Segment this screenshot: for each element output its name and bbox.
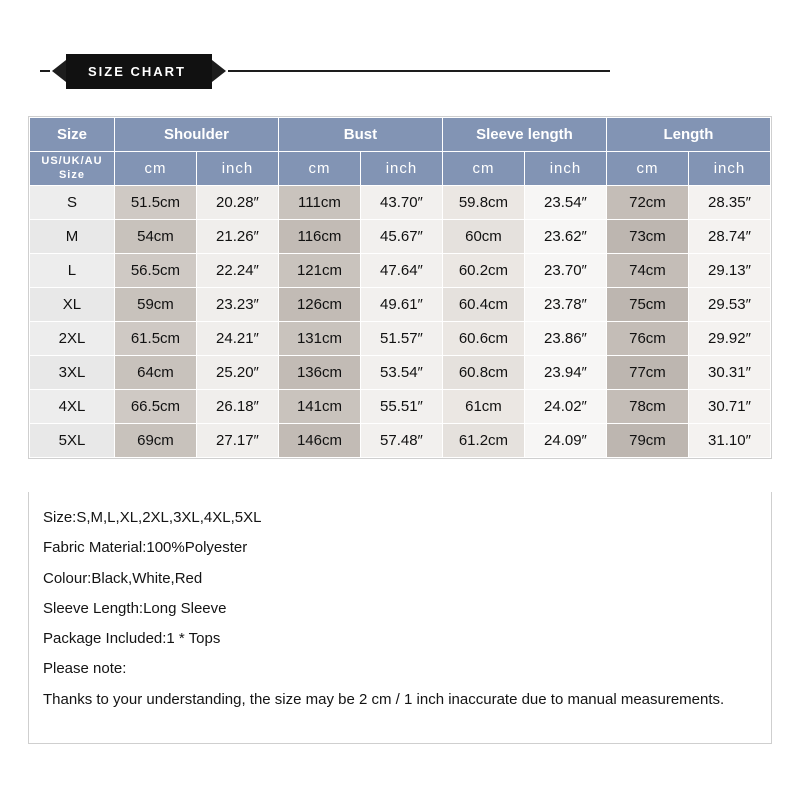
table-header-groups (30, 118, 771, 152)
cell-length-inch: 31.10″ (688, 424, 770, 458)
cell-length-cm: 72cm (606, 186, 688, 220)
table-row (30, 322, 771, 356)
table-body (30, 186, 771, 458)
cell-bust-cm: 146cm (278, 424, 360, 458)
banner-arrow-right-icon (212, 60, 226, 82)
cell-length-cm: 76cm (606, 322, 688, 356)
note-size: Size:S,M,L,XL,2XL,3XL,4XL,5XL (43, 509, 262, 526)
banner-line-left (40, 70, 50, 72)
cell-sleeve-cm: 61.2cm (442, 424, 524, 458)
cell-shoulder-cm: 66.5cm (114, 390, 196, 424)
cell-sleeve-cm: 59.8cm (442, 186, 524, 220)
cell-shoulder-inch: 20.28″ (196, 186, 278, 220)
cell-shoulder-cm: 54cm (114, 220, 196, 254)
cell-bust-cm: 121cm (278, 254, 360, 288)
cell-bust-inch: 43.70″ (360, 186, 442, 220)
header-shoulder-cm: cm (114, 152, 196, 186)
cell-length-inch: 29.92″ (688, 322, 770, 356)
cell-length-inch: 29.53″ (688, 288, 770, 322)
cell-bust-inch: 51.57″ (360, 322, 442, 356)
header-shoulder: Shoulder (114, 118, 278, 152)
table-row (30, 424, 771, 458)
cell-shoulder-cm: 64cm (114, 356, 196, 390)
cell-length-cm: 78cm (606, 390, 688, 424)
table-header-units (30, 152, 771, 186)
cell-length-inch: 30.31″ (688, 356, 770, 390)
cell-shoulder-cm: 51.5cm (114, 186, 196, 220)
banner-line-right (228, 70, 610, 72)
cell-shoulder-cm: 69cm (114, 424, 196, 458)
header-sleeve-inch: inch (524, 152, 606, 186)
table-row (30, 220, 771, 254)
cell-bust-inch: 53.54″ (360, 356, 442, 390)
cell-size: 3XL (30, 356, 115, 390)
table-row (30, 186, 771, 220)
cell-shoulder-cm: 61.5cm (114, 322, 196, 356)
table-row (30, 356, 771, 390)
size-chart-table-wrapper (28, 116, 772, 459)
note-colour: Colour:Black,White,Red (43, 569, 203, 587)
cell-bust-inch: 57.48″ (360, 424, 442, 458)
cell-length-inch: 28.74″ (688, 220, 770, 254)
cell-length-inch: 29.13″ (688, 254, 770, 288)
cell-shoulder-inch: 22.24″ (196, 254, 278, 288)
cell-shoulder-inch: 26.18″ (196, 390, 278, 424)
page-title: SIZE CHART (66, 54, 212, 89)
cell-sleeve-cm: 60.2cm (442, 254, 524, 288)
header-bust: Bust (278, 118, 442, 152)
cell-bust-cm: 126cm (278, 288, 360, 322)
table-row (30, 254, 771, 288)
cell-sleeve-inch: 23.54″ (524, 186, 606, 220)
cell-sleeve-cm: 60.4cm (442, 288, 524, 322)
cell-shoulder-inch: 23.23″ (196, 288, 278, 322)
cell-shoulder-inch: 24.21″ (196, 322, 278, 356)
size-chart-table (29, 117, 771, 458)
header-bust-cm: cm (278, 152, 360, 186)
header-sleeve-length: Sleeve length (442, 118, 606, 152)
cell-size: XL (30, 288, 115, 322)
table-row (30, 390, 771, 424)
note-sleeve-length: Sleeve Length:Long Sleeve (43, 599, 227, 617)
cell-length-cm: 73cm (606, 220, 688, 254)
table-row (30, 288, 771, 322)
cell-length-cm: 75cm (606, 288, 688, 322)
cell-sleeve-cm: 60.8cm (442, 356, 524, 390)
cell-shoulder-inch: 21.26″ (196, 220, 278, 254)
cell-bust-inch: 55.51″ (360, 390, 442, 424)
cell-sleeve-cm: 60cm (442, 220, 524, 254)
header-length: Length (606, 118, 770, 152)
cell-sleeve-cm: 61cm (442, 390, 524, 424)
cell-size: S (30, 186, 115, 220)
cell-length-inch: 28.35″ (688, 186, 770, 220)
cell-size: 4XL (30, 390, 115, 424)
note-please-note: Please note: (43, 660, 127, 678)
cell-size: 5XL (30, 424, 115, 458)
cell-shoulder-inch: 25.20″ (196, 356, 278, 390)
cell-bust-inch: 47.64″ (360, 254, 442, 288)
cell-sleeve-inch: 23.70″ (524, 254, 606, 288)
header-length-inch: inch (688, 152, 770, 186)
cell-sleeve-inch: 23.86″ (524, 322, 606, 356)
header-bust-inch: inch (360, 152, 442, 186)
cell-sleeve-inch: 24.02″ (524, 390, 606, 424)
cell-sleeve-cm: 60.6cm (442, 322, 524, 356)
cell-length-cm: 74cm (606, 254, 688, 288)
cell-bust-cm: 141cm (278, 390, 360, 424)
cell-sleeve-inch: 23.78″ (524, 288, 606, 322)
cell-bust-cm: 116cm (278, 220, 360, 254)
cell-sleeve-inch: 23.62″ (524, 220, 606, 254)
cell-bust-inch: 49.61″ (360, 288, 442, 322)
cell-bust-cm: 131cm (278, 322, 360, 356)
cell-size: M (30, 220, 115, 254)
header-shoulder-inch: inch (196, 152, 278, 186)
cell-bust-inch: 45.67″ (360, 220, 442, 254)
product-notes (28, 492, 772, 744)
header-size: Size (30, 118, 115, 152)
cell-length-cm: 79cm (606, 424, 688, 458)
cell-sleeve-inch: 23.94″ (524, 356, 606, 390)
note-fabric-material: Fabric Material:100%Polyester (43, 539, 248, 557)
header-length-cm: cm (606, 152, 688, 186)
cell-bust-cm: 111cm (278, 186, 360, 220)
cell-length-inch: 30.71″ (688, 390, 770, 424)
note-measurement-disclaimer: Thanks to your understanding, the size may be 2 cm / 1 inch inaccurate due to manual measurements. (43, 690, 725, 708)
banner (40, 48, 610, 94)
note-package-included: Package Included:1 * Tops (43, 630, 221, 647)
banner-arrow-left-icon (52, 60, 66, 82)
cell-shoulder-inch: 27.17″ (196, 424, 278, 458)
cell-length-cm: 77cm (606, 356, 688, 390)
cell-sleeve-inch: 24.09″ (524, 424, 606, 458)
header-size-standard: US/UK/AU Size (30, 152, 115, 186)
header-sleeve-cm: cm (442, 152, 524, 186)
cell-shoulder-cm: 56.5cm (114, 254, 196, 288)
cell-size: 2XL (30, 322, 115, 356)
cell-shoulder-cm: 59cm (114, 288, 196, 322)
cell-size: L (30, 254, 115, 288)
cell-bust-cm: 136cm (278, 356, 360, 390)
